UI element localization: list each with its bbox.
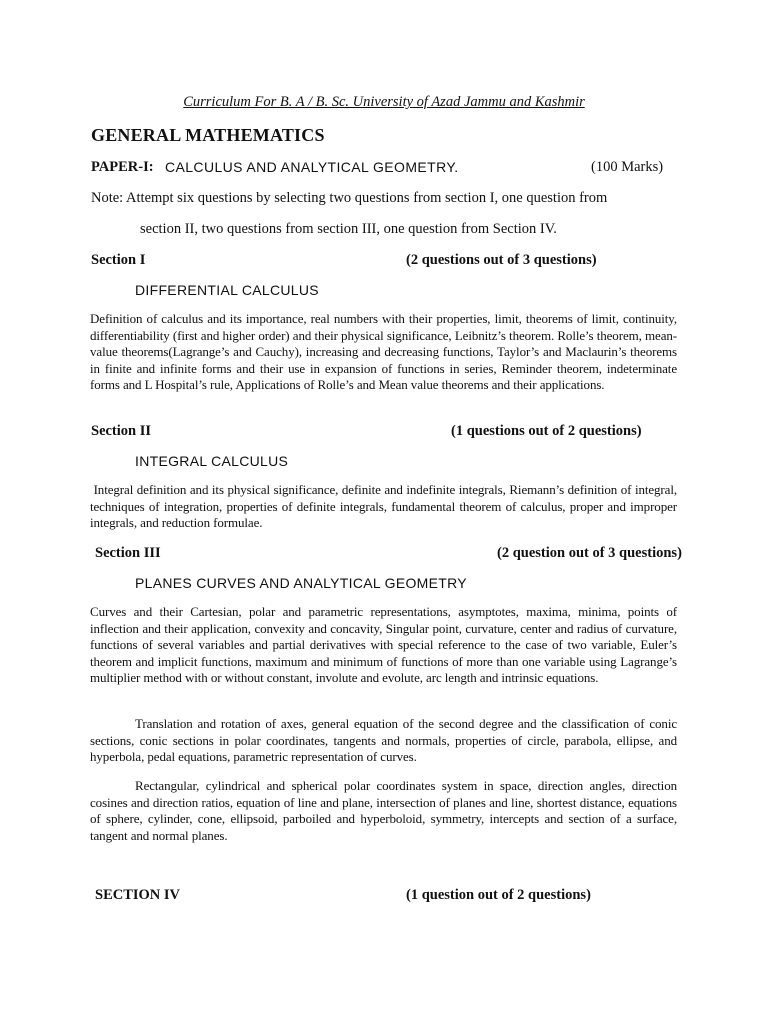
section-4-count: (1 question out of 2 questions) <box>406 887 591 903</box>
note-line-1: Note: Attempt six questions by selecting two questions from section I, one question from <box>91 190 608 206</box>
section-3-paragraph-1: Curves and their Cartesian, polar and parametric representations, asymptotes, maxima, minima, points of inflection and their application, convexity and concavity, Singular point, curvature, center and radius of curvature, functions of several variables and partial derivatives with special reference to the case of two variable, Euler’s theorem and implicit functions, maximum and minimum of functions of more than one variable using Lagrange’s multiplier method with or without constant, involute and evolute, arc length and intrinsic equations. <box>90 604 677 686</box>
paper-title: CALCULUS AND ANALYTICAL GEOMETRY. <box>165 159 459 175</box>
section-1-count: (2 questions out of 3 questions) <box>406 252 597 268</box>
section-1-label: Section I <box>91 252 146 268</box>
paper-marks: (100 Marks) <box>591 159 664 175</box>
note-line-2: section II, two questions from section III, one question from Section IV. <box>140 221 557 237</box>
section-3-count: (2 question out of 3 questions) <box>497 545 682 561</box>
section-2-label: Section II <box>91 423 152 439</box>
section-3-subheading: PLANES CURVES AND ANALYTICAL GEOMETRY <box>135 575 467 591</box>
section-2-paragraph: Integral definition and its physical significance, definite and indefinite integrals, Riemann’s definition of integral, techniques of integration, properties of definite integrals, fundamental theorem of calculus, proper and improper integrals, and reduction formulae. <box>90 482 681 531</box>
section-3-paragraph-2: Translation and rotation of axes, general equation of the second degree and the classification of conic sections, conic sections in polar coordinates, tangents and normals, properties of circle, parabola, ellipse, and hyperbola, pedal equations, parametric representation of curves. <box>90 716 677 765</box>
paper-label: PAPER-I: <box>91 159 154 175</box>
page-title: GENERAL MATHEMATICS <box>91 125 325 145</box>
section-2-count: (1 questions out of 2 questions) <box>451 423 642 439</box>
section-1-paragraph: Definition of calculus and its importance, real numbers with their properties, limit, theorems of limit, continuity, differentiability (first and higher order) and their physical significance, Leibnitz’s theorem. Rolle’s theorem, mean-value theorems(Lagrange’s and Cauchy), increasing and decreasing functions, Taylor’s and Maclaurin’s theorems in finite and infinite forms and their use in expansion of functions in series, Reminder theorem, indeterminate forms and L Hospital’s rule, Applications of Rolle’s and Mean value theorems and their applications. <box>90 311 677 393</box>
section-2-subheading: INTEGRAL CALCULUS <box>135 453 289 469</box>
section-1-subheading: DIFFERENTIAL CALCULUS <box>135 282 319 298</box>
curriculum-heading: Curriculum For B. A / B. Sc. University of Azad Jammu and Kashmir <box>183 94 585 110</box>
section-4-label: SECTION IV <box>95 887 181 903</box>
section-3-label: Section III <box>95 545 161 561</box>
section-3-paragraph-3: Rectangular, cylindrical and spherical polar coordinates system in space, direction angles, direction cosines and direction ratios, equation of line and plane, intersection of planes and line, shortest distance, equations of sphere, cylinder, cone, ellipsoid, parboiled and hyperboloid, symmetry, intercepts and section of a surface, tangent and normal planes. <box>90 778 677 843</box>
